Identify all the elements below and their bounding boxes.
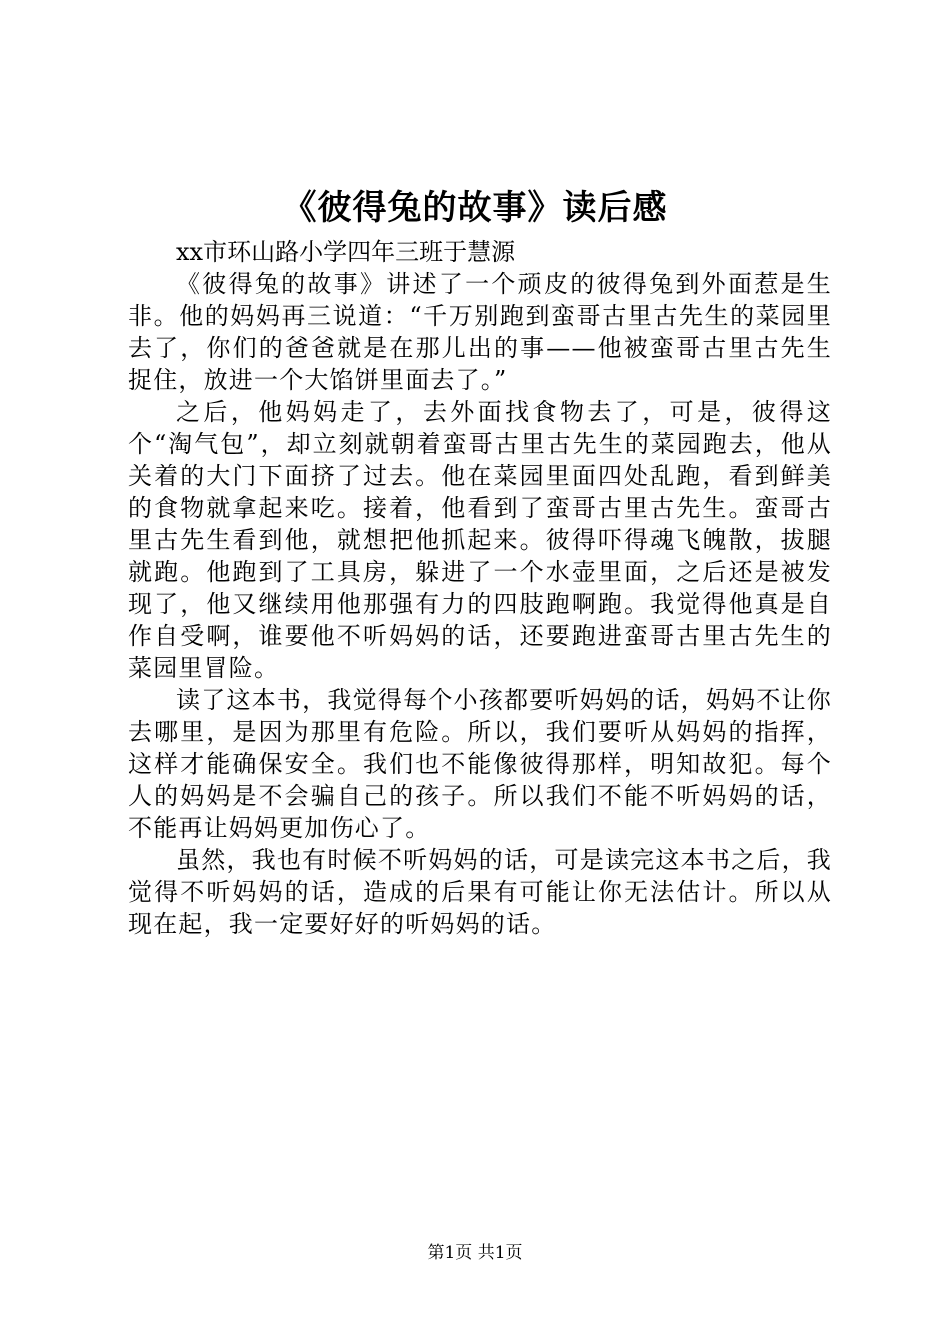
author-line: xx市环山路小学四年三班于慧源 [176, 238, 516, 266]
paragraph-3: 读了这本书，我觉得每个小孩都要听妈妈的话，妈妈不让你去哪里，是因为那里有危险。所以，我们要听从妈妈的指挥，这样才能确保安全。我们也不能像彼得那样，明知故犯。每个人的妈妈是不会骗自己的孩子。所以我们不能不听妈妈的话，不能再让妈妈更加伤心了。 [128, 686, 832, 842]
paragraph-4: 虽然，我也有时候不听妈妈的话，可是读完这本书之后，我觉得不听妈妈的话，造成的后果有可能让你无法估计。所以从现在起，我一定要好好的听妈妈的话。 [128, 846, 832, 938]
document-title: 《彼得兔的故事》读后感 [282, 188, 668, 228]
paragraph-2: 之后，他妈妈走了，去外面找食物去了，可是，彼得这个“淘气包”，却立刻就朝着蛮哥古里古先生的菜园跑去，他从关着的大门下面挤了过去。他在菜园里面四处乱跑，看到鲜美的食物就拿起来吃。接着，他看到了蛮哥古里古先生。蛮哥古里古先生看到他，就想把他抓起来。彼得吓得魂飞魄散，拔腿就跑。他跑到了工具房，躲进了一个水壶里面，之后还是被发现了，他又继续用他那强有力的四肢跑啊跑。我觉得他真是自作自受啊，谁要他不听妈妈的话，还要跑进蛮哥古里古先生的菜园里冒险。 [128, 398, 832, 682]
page-footer: 第1页 共1页 [427, 1243, 523, 1263]
paragraph-1: 《彼得兔的故事》讲述了一个顽皮的彼得兔到外面惹是生非。他的妈妈再三说道：“千万别跑到蛮哥古里古先生的菜园里去了，你们的爸爸就是在那儿出的事——他被蛮哥古里古先生捉住，放进一个大馅饼里面去了。” [128, 270, 832, 394]
document-body [128, 236, 832, 940]
